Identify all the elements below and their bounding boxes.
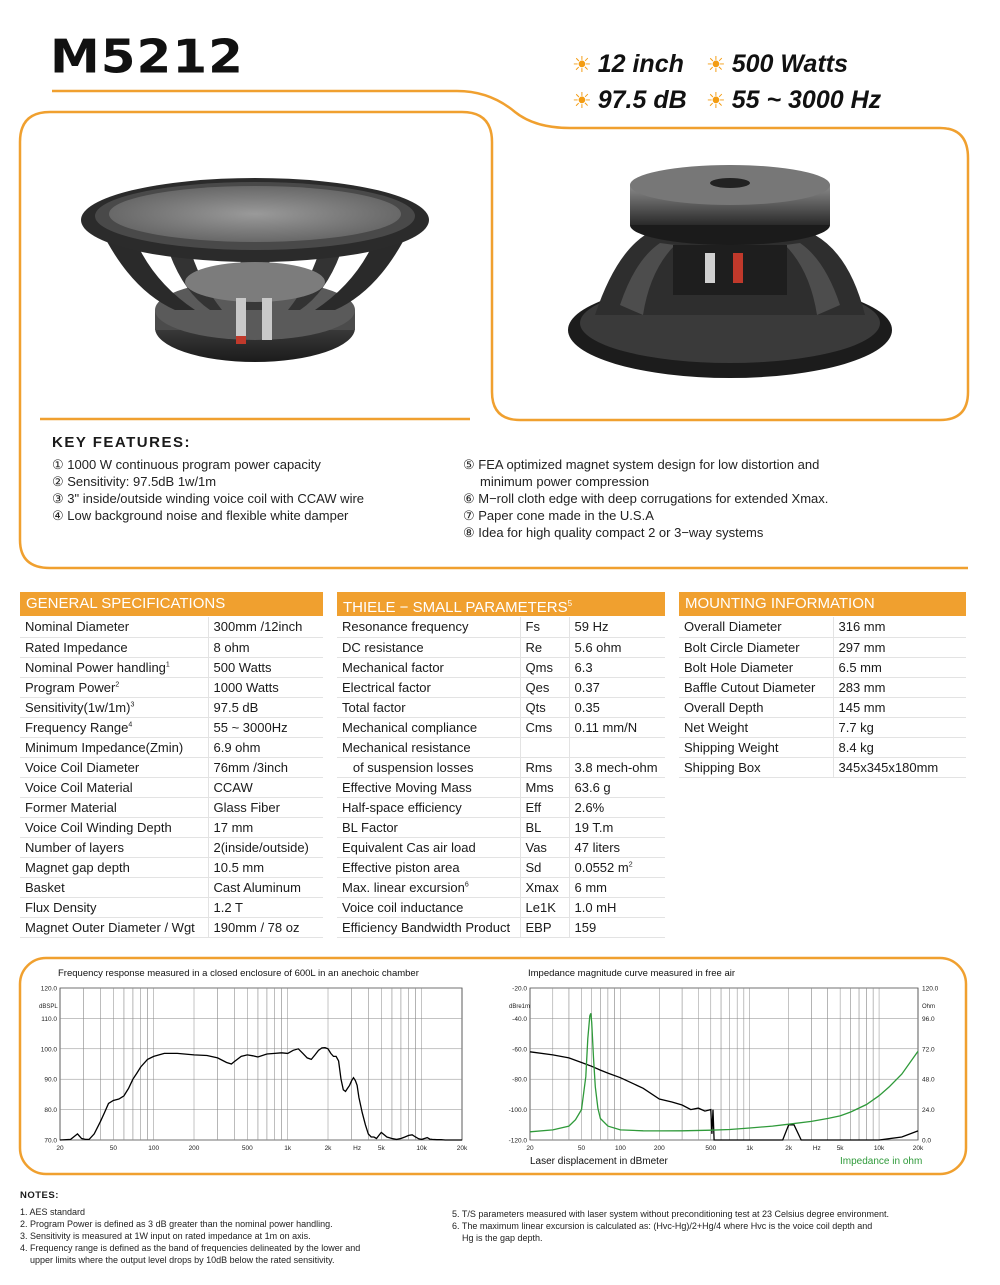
param-label: Max. linear excursion$^6$ <box>337 877 520 897</box>
spec-value: Cast Aluminum <box>208 877 323 897</box>
param-value: 6 mm <box>569 877 665 897</box>
y-tick-label: 100.0 <box>40 1046 57 1054</box>
table-row <box>20 917 323 937</box>
param-value <box>569 737 665 757</box>
x-unit-label: Hz <box>353 1145 362 1152</box>
table-row <box>679 677 966 697</box>
feature-item: minimum power compression <box>480 474 650 489</box>
highlight-power: ☀ 500 Watts <box>706 50 848 78</box>
spec-label: Basket <box>20 877 208 897</box>
param-value: 19 T.m <box>569 817 665 837</box>
mount-label: Bolt Hole Diameter <box>679 657 833 677</box>
table-row <box>20 817 323 837</box>
sun-icon: ☀ <box>572 87 592 113</box>
highlight-sensitivity: ☀ 97.5 dB <box>572 86 687 114</box>
sun-icon: ☀ <box>706 51 726 77</box>
param-label: of suspension losses <box>337 757 520 777</box>
mount-value: 7.7 kg <box>833 717 966 737</box>
displacement-caption: Laser displacement in dBmeter <box>530 1156 668 1167</box>
feature-item: ⑦ Paper cone made in the U.S.A <box>463 508 654 523</box>
y-tick-label: -40.0 <box>512 1015 527 1023</box>
mounting-info-header: MOUNTING INFORMATION <box>679 592 966 616</box>
param-label: Effective piston area <box>337 857 520 877</box>
note-item: 2. Program Power is defined as 3 dB greater than the nominal power handling. <box>20 1219 333 1229</box>
spec-label: Voice Coil Diameter <box>20 757 208 777</box>
table-row <box>679 697 966 717</box>
mount-label: Bolt Circle Diameter <box>679 637 833 657</box>
table-row <box>20 657 323 677</box>
spec-label: Number of layers <box>20 837 208 857</box>
mount-label: Shipping Box <box>679 757 833 777</box>
feature-item: ⑥ M−roll cloth edge with deep corrugations for extended Xmax. <box>463 491 829 506</box>
table-row <box>337 757 665 777</box>
spec-label: Magnet Outer Diameter / Wgt <box>20 917 208 937</box>
sun-icon: ☀ <box>706 87 726 113</box>
x-tick-label: 2k <box>324 1145 332 1152</box>
param-value: 47 liters <box>569 837 665 857</box>
spec-value: 10.5 mm <box>208 857 323 877</box>
table-row <box>20 837 323 857</box>
param-label: Mechanical compliance <box>337 717 520 737</box>
param-label: DC resistance <box>337 637 520 657</box>
y-tick-label: 70.0 <box>44 1137 57 1145</box>
spec-label: Rated Impedance <box>20 637 208 657</box>
feature-item: ③ 3" inside/outside winding voice coil with CCAW wire <box>52 491 365 506</box>
table-row <box>20 637 323 657</box>
param-symbol: EBP <box>520 917 569 937</box>
note-item: Hg is the gap depth. <box>462 1233 543 1243</box>
series-line-left <box>530 1052 918 1140</box>
general-spec-header: GENERAL SPECIFICATIONS <box>20 592 323 616</box>
thiele-small-header: THIELE − SMALL PARAMETERS$^5$ <box>337 592 665 616</box>
mounting-info-table <box>679 617 966 778</box>
table-row <box>337 857 665 877</box>
spec-value: 500 Watts <box>208 657 323 677</box>
impedance-chart <box>490 982 960 1157</box>
x-tick-label: 20k <box>456 1145 468 1152</box>
table-row <box>337 877 665 897</box>
series-line-right <box>530 1013 918 1132</box>
y-unit-label: dBSPL <box>39 1004 58 1010</box>
y-tick-label: -120.0 <box>508 1137 527 1145</box>
x-unit-label: Hz <box>812 1145 821 1152</box>
speaker-front-image <box>70 160 440 380</box>
spec-label: Voice Coil Winding Depth <box>20 817 208 837</box>
param-label: Mechanical resistance <box>337 737 520 757</box>
param-label: Total factor <box>337 697 520 717</box>
spec-value: 1.2 T <box>208 897 323 917</box>
param-label: Effective Moving Mass <box>337 777 520 797</box>
x-tick-label: 50 <box>577 1145 586 1152</box>
param-value: 0.0552 $m^2$ <box>569 857 665 877</box>
spec-value: 300mm /12inch <box>208 617 323 637</box>
y-tick-label: -100.0 <box>508 1107 527 1115</box>
general-spec-table <box>20 617 323 938</box>
spec-label: Former Material <box>20 797 208 817</box>
table-row <box>337 677 665 697</box>
key-features-title: KEY FEATURES: <box>52 434 191 451</box>
feature-item: ① 1000 W continuous program power capacity <box>52 457 321 472</box>
y2-unit-label: Ohm <box>922 1004 936 1010</box>
speaker-rear-image <box>565 165 895 395</box>
mount-value: 297 mm <box>833 637 966 657</box>
param-value: 1.0 mH <box>569 897 665 917</box>
param-symbol <box>520 737 569 757</box>
param-label: Mechanical factor <box>337 657 520 677</box>
spec-label: Program Power$^2$ <box>20 677 208 697</box>
thiele-small-table <box>337 617 665 938</box>
spec-label: $Sensitivity(1w/1m)^3$ <box>20 697 208 717</box>
x-tick-label: 100 <box>148 1145 160 1152</box>
x-tick-label: 2k <box>785 1145 793 1152</box>
x-tick-label: 500 <box>241 1145 253 1152</box>
table-row <box>679 637 966 657</box>
x-tick-label: 1k <box>284 1145 292 1152</box>
param-label: Voice coil inductance <box>337 897 520 917</box>
table-row <box>20 857 323 877</box>
x-tick-label: 10k <box>416 1145 427 1152</box>
x-tick-label: 10k <box>873 1145 885 1152</box>
table-row <box>679 737 966 757</box>
y2-tick-label: 120.0 <box>922 985 939 993</box>
param-symbol: Rms <box>520 757 569 777</box>
x-tick-label: 50 <box>109 1145 117 1152</box>
param-symbol: Eff <box>520 797 569 817</box>
highlight-frequency: ☀ 55 ~ 3000 Hz <box>706 86 882 114</box>
x-tick-label: 20k <box>912 1145 924 1152</box>
mount-value: 283 mm <box>833 677 966 697</box>
y-tick-label: 80.0 <box>44 1107 57 1115</box>
y-tick-label: -20.0 <box>512 985 527 993</box>
spec-label: Magnet gap depth <box>20 857 208 877</box>
mount-label: Overall Depth <box>679 697 833 717</box>
mount-value: 145 mm <box>833 697 966 717</box>
y-unit-label: dBre1m <box>509 1004 531 1010</box>
y-tick-label: -60.0 <box>512 1046 527 1054</box>
spec-label: Minimum Impedance(Zmin) <box>20 737 208 757</box>
feature-item: ④ Low background noise and flexible white damper <box>52 508 349 523</box>
table-row <box>337 657 665 677</box>
note-item: 5. T/S parameters measured with laser system without preconditioning test at 23 Celsius degree environment. <box>452 1209 890 1219</box>
table-row <box>20 797 323 817</box>
param-value: 159 <box>569 917 665 937</box>
table-row <box>337 837 665 857</box>
table-row <box>679 757 966 777</box>
param-label: Efficiency Bandwidth Product <box>337 917 520 937</box>
x-tick-label: 500 <box>705 1145 717 1152</box>
chart-title-frequency: Frequency response measured in a closed enclosure of 600L in an anechoic chamber <box>58 968 419 979</box>
spec-value: 97.5 dB <box>208 697 323 717</box>
y2-tick-label: 24.0 <box>922 1107 935 1115</box>
highlight-size: ☀ 12 inch <box>572 50 684 78</box>
param-value: 2.6% <box>569 797 665 817</box>
param-value: 0.37 <box>569 677 665 697</box>
spec-value: 1000 Watts <box>208 677 323 697</box>
spec-value: 17 mm <box>208 817 323 837</box>
spec-value: 2(inside/outside) <box>208 837 323 857</box>
table-row <box>337 637 665 657</box>
feature-item: ⑧ Idea for high quality compact 2 or 3−way systems <box>463 525 764 540</box>
spec-label: Voice Coil Material <box>20 777 208 797</box>
notes-title: NOTES: <box>20 1190 59 1201</box>
chart-title-impedance: Impedance magnitude curve measured in free air <box>528 968 736 979</box>
mount-label: Baffle Cutout Diameter <box>679 677 833 697</box>
param-label: Resonance frequency <box>337 617 520 637</box>
param-value: 59 Hz <box>569 617 665 637</box>
table-row <box>20 617 323 637</box>
table-row <box>337 717 665 737</box>
param-symbol: Le1K <box>520 897 569 917</box>
spec-value: 8 ohm <box>208 637 323 657</box>
param-value: 0.35 <box>569 697 665 717</box>
x-tick-label: 200 <box>188 1145 200 1152</box>
param-value: 63.6 g <box>569 777 665 797</box>
param-symbol: Re <box>520 637 569 657</box>
table-row <box>20 757 323 777</box>
note-item: 1. AES standard <box>20 1207 86 1217</box>
param-symbol: Fs <box>520 617 569 637</box>
feature-item: ⑤ FEA optimized magnet system design for low distortion and <box>463 457 820 472</box>
note-item: 4. Frequency range is defined as the band of frequencies delineated by the lower and <box>20 1243 361 1253</box>
mount-value: 345x345x180mm <box>833 757 966 777</box>
mount-label: Overall Diameter <box>679 617 833 637</box>
impedance-caption: Impedance in ohm <box>840 1156 923 1167</box>
param-symbol: Cms <box>520 717 569 737</box>
frequency-response-chart <box>20 982 480 1157</box>
table-row <box>20 697 323 717</box>
spec-value: 190mm / 78 oz <box>208 917 323 937</box>
param-symbol: Mms <box>520 777 569 797</box>
x-tick-label: 20 <box>56 1145 64 1152</box>
table-row <box>679 617 966 637</box>
spec-value: 76mm /3inch <box>208 757 323 777</box>
y-tick-label: -80.0 <box>512 1076 527 1084</box>
spec-value: 55 ~ 3000Hz <box>208 717 323 737</box>
table-row <box>337 617 665 637</box>
model-name: M5212 <box>50 30 244 84</box>
param-symbol: Qes <box>520 677 569 697</box>
mount-label: Shipping Weight <box>679 737 833 757</box>
x-tick-label: 5k <box>377 1145 385 1152</box>
param-symbol: Vas <box>520 837 569 857</box>
spec-value: 6.9 ohm <box>208 737 323 757</box>
y2-tick-label: 0.0 <box>922 1137 932 1145</box>
param-label: Half-space efficiency <box>337 797 520 817</box>
param-value: 5.6 ohm <box>569 637 665 657</box>
spec-label: Nominal Power handling$^1$ <box>20 657 208 677</box>
table-row <box>20 877 323 897</box>
plot-frame <box>60 988 462 1140</box>
param-label: Equivalent Cas air load <box>337 837 520 857</box>
x-tick-label: 200 <box>653 1145 665 1152</box>
param-value: 0.11 mm/N <box>569 717 665 737</box>
param-symbol: Qms <box>520 657 569 677</box>
table-row <box>337 817 665 837</box>
series-line-left <box>60 1048 462 1140</box>
y-tick-label: 110.0 <box>41 1015 57 1023</box>
param-symbol: Xmax <box>520 877 569 897</box>
y-tick-label: 120.0 <box>40 985 57 993</box>
table-row <box>20 897 323 917</box>
x-tick-label: 1k <box>746 1145 754 1152</box>
table-row <box>337 897 665 917</box>
param-symbol: Qts <box>520 697 569 717</box>
feature-item: ② Sensitivity: 97.5dB 1w/1m <box>52 474 217 489</box>
table-row <box>337 697 665 717</box>
note-item: 6. The maximum linear excursion is calculated as: (Hvc-Hg)/2+Hg/4 where Hvc is the voice coil depth and <box>452 1221 873 1231</box>
table-row <box>337 777 665 797</box>
param-value: 6.3 <box>569 657 665 677</box>
table-row <box>679 657 966 677</box>
sun-icon: ☀ <box>572 51 592 77</box>
x-tick-label: 20 <box>526 1145 534 1152</box>
table-row <box>679 717 966 737</box>
table-row <box>20 737 323 757</box>
table-row <box>337 917 665 937</box>
y2-tick-label: 96.0 <box>922 1015 935 1023</box>
mount-value: 316 mm <box>833 617 966 637</box>
param-value: 3.8 mech-ohm <box>569 757 665 777</box>
spec-label: Frequency Range$^4$ <box>20 717 208 737</box>
mount-value: 8.4 kg <box>833 737 966 757</box>
plot-frame <box>530 988 918 1140</box>
table-row <box>337 737 665 757</box>
param-symbol: BL <box>520 817 569 837</box>
spec-label: Nominal Diameter <box>20 617 208 637</box>
table-row <box>20 677 323 697</box>
mount-label: Net Weight <box>679 717 833 737</box>
table-row <box>20 717 323 737</box>
note-item: 3. Sensitivity is measured at 1W input on rated impedance at 1m on axis. <box>20 1231 311 1241</box>
mount-value: 6.5 mm <box>833 657 966 677</box>
spec-value: CCAW <box>208 777 323 797</box>
spec-label: Flux Density <box>20 897 208 917</box>
note-item: upper limits where the output level drops by 10dB below the rated sensitivity. <box>30 1255 335 1265</box>
param-label: Electrical factor <box>337 677 520 697</box>
y2-tick-label: 72.0 <box>922 1046 935 1054</box>
table-row <box>337 797 665 817</box>
y-tick-label: 90.0 <box>44 1076 57 1084</box>
spec-value: Glass Fiber <box>208 797 323 817</box>
y2-tick-label: 48.0 <box>922 1076 935 1084</box>
x-tick-label: 100 <box>614 1145 626 1152</box>
table-row <box>20 777 323 797</box>
x-tick-label: 5k <box>836 1145 844 1152</box>
param-label: BL Factor <box>337 817 520 837</box>
param-symbol: Sd <box>520 857 569 877</box>
